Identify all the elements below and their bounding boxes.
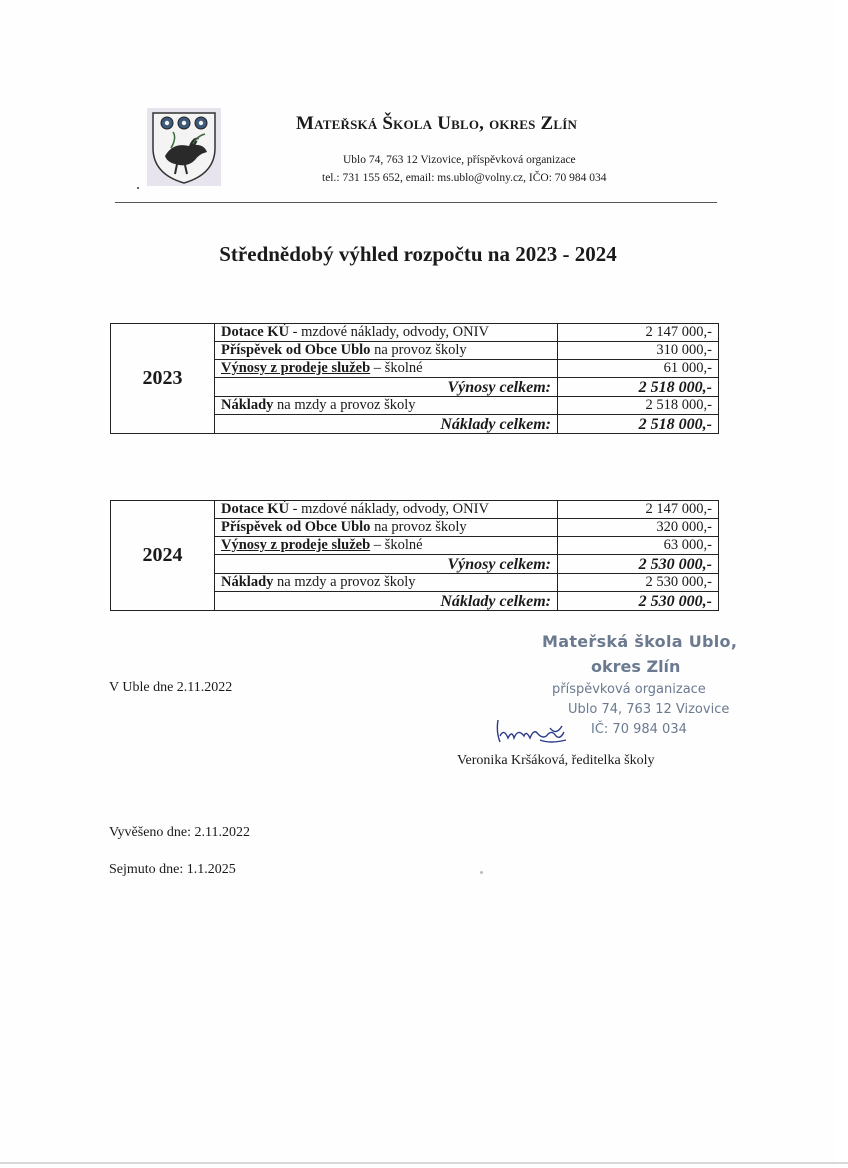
stamp-line: IČ: 70 984 034: [591, 722, 687, 737]
signer-name: Veronika Kršáková, ředitelka školy: [457, 753, 655, 768]
row-label: Dotace KÚ - mzdové náklady, odvody, ONIV: [215, 501, 558, 519]
total-label: Výnosy celkem:: [215, 555, 558, 574]
scan-speck: [480, 871, 483, 874]
row-value: 2 147 000,-: [558, 501, 719, 519]
budget-table-2024: [110, 500, 719, 611]
total-value: 2 518 000,-: [558, 415, 719, 434]
place-date: V Uble dne 2.11.2022: [109, 680, 233, 695]
row-value: 310 000,-: [558, 342, 719, 360]
page-edge: [0, 1162, 848, 1164]
row-label: Výnosy z prodeje služeb – školné: [215, 360, 558, 378]
row-label: Výnosy z prodeje služeb – školné: [215, 537, 558, 555]
row-value: 320 000,-: [558, 519, 719, 537]
row-label: Příspěvek od Obce Ublo na provoz školy: [215, 342, 558, 360]
row-value: 2 518 000,-: [558, 397, 719, 415]
table-row: [111, 501, 719, 519]
total-label: Náklady celkem:: [215, 415, 558, 434]
stamp-line: okres Zlín: [591, 657, 681, 676]
budget-table-2023: [110, 323, 719, 434]
row-label: Náklady na mzdy a provoz školy: [215, 574, 558, 592]
document-title: Střednědobý výhled rozpočtu na 2023 - 2024: [219, 242, 617, 266]
table-row: [111, 324, 719, 342]
organization-name: Mateřská Škola Ublo, okres Zlín: [296, 113, 578, 134]
stamp-line: příspěvková organizace: [552, 682, 706, 697]
row-value: 2 530 000,-: [558, 574, 719, 592]
total-label: Výnosy celkem:: [215, 378, 558, 397]
row-label: Příspěvek od Obce Ublo na provoz školy: [215, 519, 558, 537]
total-value: 2 530 000,-: [558, 592, 719, 611]
stamp-line: Ublo 74, 763 12 Vizovice: [568, 702, 730, 717]
removed-date: Sejmuto dne: 1.1.2025: [109, 862, 236, 877]
row-value: 61 000,-: [558, 360, 719, 378]
row-label: Dotace KÚ - mzdové náklady, odvody, ONIV: [215, 324, 558, 342]
total-label: Náklady celkem:: [215, 592, 558, 611]
address-line: Ublo 74, 763 12 Vizovice, příspěvková organizace: [343, 154, 576, 166]
scan-speck: [137, 187, 139, 189]
row-value: 63 000,-: [558, 537, 719, 555]
year-cell: 2023: [111, 324, 215, 434]
header-divider: [115, 202, 717, 203]
row-value: 2 147 000,-: [558, 324, 719, 342]
total-value: 2 518 000,-: [558, 378, 719, 397]
handwritten-signature: [490, 710, 570, 750]
year-cell: 2024: [111, 501, 215, 611]
posted-date: Vyvěšeno dne: 2.11.2022: [109, 825, 251, 840]
total-value: 2 530 000,-: [558, 555, 719, 574]
coat-of-arms-icon: [147, 108, 221, 186]
stamp-line: Mateřská škola Ublo,: [542, 632, 738, 651]
row-label: Náklady na mzdy a provoz školy: [215, 397, 558, 415]
contact-line: tel.: 731 155 652, email: ms.ublo@volny.cz, IČO: 70 984 034: [322, 172, 607, 184]
